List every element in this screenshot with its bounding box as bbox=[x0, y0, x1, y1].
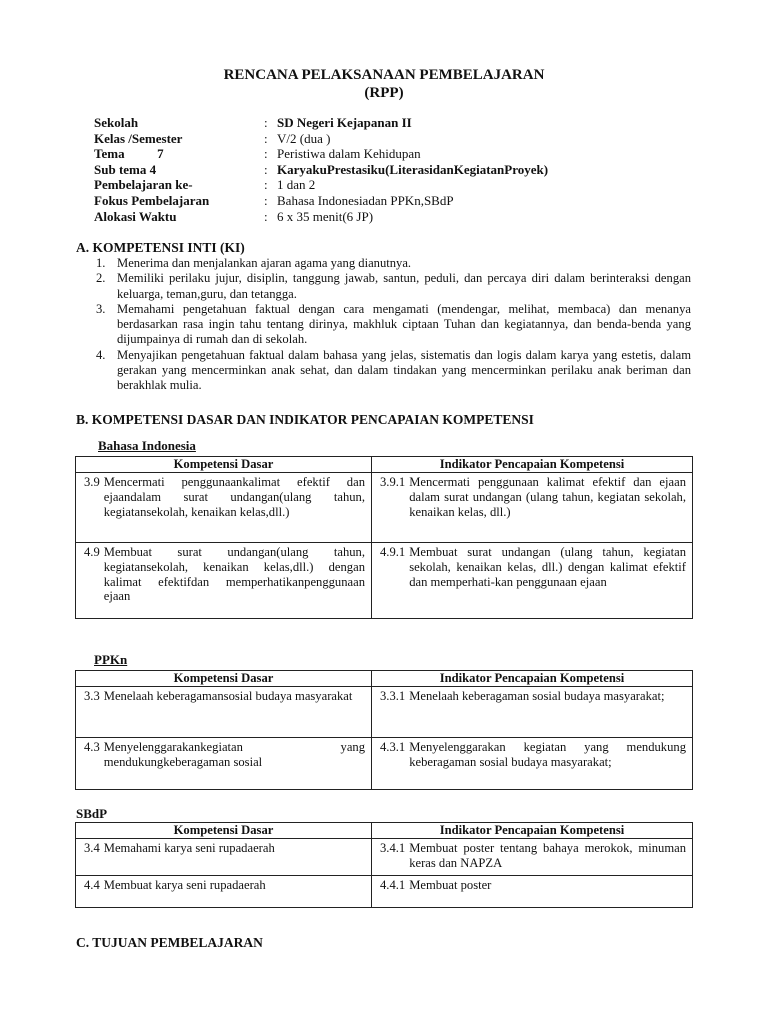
meta-value: V/2 (dua ) bbox=[277, 130, 331, 146]
meta-colon: : bbox=[264, 115, 268, 130]
meta-value: SD Negeri Kejapanan II bbox=[277, 115, 412, 130]
meta-label: Kelas /Semester bbox=[94, 130, 183, 146]
section-heading-tujuan: C. TUJUAN PEMBELAJARAN bbox=[76, 935, 263, 950]
column-header-ipk: Indikator Pencapaian Kompetensi bbox=[372, 823, 693, 839]
meta-colon: : bbox=[264, 146, 268, 162]
kd-text: Menyelenggarakankegiatan yang mendukungkeberagaman sosial bbox=[103, 740, 365, 769]
subject-heading-sbdp: SBdP bbox=[76, 806, 108, 821]
ipk-number: 4.9.1 bbox=[380, 545, 406, 559]
table-cell-ipk bbox=[372, 687, 693, 738]
list-item-text: Menerima dan menjalankan ajaran agama yang dianutnya. bbox=[117, 256, 412, 270]
meta-label: Pembelajaran ke- bbox=[94, 177, 193, 193]
table-cell-kd bbox=[76, 543, 372, 619]
meta-label: Fokus Pembelajaran bbox=[94, 192, 210, 208]
subject-heading-bahasa-indonesia: Bahasa Indonesia bbox=[98, 438, 196, 453]
table-cell-kd bbox=[76, 473, 372, 543]
kd-text: Membuat surat undangan(ulang tahun, kegiatansekolah, kenaikan kelas,dll.) dengan kalimat efektifdan memperhatikanpenggunaan ejaan bbox=[103, 545, 365, 604]
ipk-text: Membuat poster tentang bahaya merokok, minuman keras dan NAPZA bbox=[409, 841, 686, 870]
list-item-text: Menyajikan pengetahuan faktual dalam bahasa yang jelas, sistematis dan logis dalam karya yang estetis, dalam gerakan yang mencerminkan anak sehat, dan dalam tindakan yang mencerminkan perilaku anak beriman dan berakhlak mulia. bbox=[117, 347, 691, 393]
meta-value: KaryakuPrestasiku(LiterasidanKegiatanProyek) bbox=[277, 161, 549, 177]
kd-number: 4.4 bbox=[84, 878, 100, 892]
ipk-number: 3.4.1 bbox=[380, 841, 406, 855]
table-row bbox=[76, 876, 693, 908]
ipk-number: 3.3.1 bbox=[380, 689, 406, 703]
document-subtitle: (RPP) bbox=[364, 85, 404, 101]
meta-value: 1 dan 2 bbox=[277, 177, 316, 193]
meta-colon: : bbox=[264, 192, 268, 208]
list-item bbox=[96, 348, 691, 394]
ki-list bbox=[96, 256, 691, 394]
list-item-number: 1. bbox=[96, 256, 106, 270]
list-item-text: Memahami pengetahuan faktual dengan cara mengamati (mendengar, melihat, membaca) dan menanya berdasarkan rasa ingin tahu tentang dirinya, makhluk ciptaan Tuhan dan kegiatannya, dan benda-benda yang dijumpainya di rumah dan di sekolah. bbox=[117, 301, 691, 347]
table-row bbox=[76, 543, 693, 619]
ipk-text: Mencermati penggunaan kalimat efektif dan ejaan dalam surat undangan (ulang tahun, kegiatan sekolah, kenaikan kelas, dll.) bbox=[409, 475, 686, 519]
meta-colon: : bbox=[264, 161, 268, 177]
table-row bbox=[76, 738, 693, 790]
table-row bbox=[76, 687, 693, 738]
section-heading-ki: A. KOMPETENSI INTI (KI) bbox=[76, 240, 245, 255]
meta-colon: : bbox=[264, 130, 268, 146]
ipk-number: 4.3.1 bbox=[380, 740, 406, 754]
meta-value: Bahasa Indonesiadan PPKn,SBdP bbox=[277, 192, 454, 208]
kd-table-ppkn bbox=[75, 670, 693, 790]
table-row bbox=[76, 473, 693, 543]
kd-number: 4.3 bbox=[84, 740, 100, 754]
document-title: RENCANA PELAKSANAAN PEMBELAJARAN bbox=[223, 67, 545, 83]
ipk-text: Menyelenggarakan kegiatan yang mendukung keberagaman sosial budaya masyarakat; bbox=[409, 740, 686, 769]
ipk-number: 3.9.1 bbox=[380, 475, 406, 489]
ipk-text: Membuat surat undangan (ulang tahun, kegiatan sekolah, kenaikan kelas, dll.) dengan kalimat efektif dan memperhati-kan penggunaan ejaan bbox=[409, 545, 686, 589]
ipk-text: Membuat poster bbox=[409, 878, 492, 892]
meta-label: Alokasi Waktu bbox=[94, 208, 177, 224]
table-cell-ipk bbox=[372, 876, 693, 908]
table-cell-ipk bbox=[372, 543, 693, 619]
subject-heading-ppkn: PPKn bbox=[94, 652, 128, 667]
table-cell-kd bbox=[76, 839, 372, 876]
column-header-ipk: Indikator Pencapaian Kompetensi bbox=[372, 671, 693, 687]
kd-text: Membuat karya seni rupadaerah bbox=[103, 878, 266, 892]
table-cell-ipk bbox=[372, 473, 693, 543]
column-header-kd: Kompetensi Dasar bbox=[76, 823, 372, 839]
column-header-kd: Kompetensi Dasar bbox=[76, 671, 372, 687]
kd-text: Menelaah keberagamansosial budaya masyarakat bbox=[103, 689, 353, 703]
table-header-row bbox=[76, 823, 693, 839]
table-cell-kd bbox=[76, 687, 372, 738]
column-header-kd: Kompetensi Dasar bbox=[76, 457, 372, 473]
kd-text: Memahami karya seni rupadaerah bbox=[103, 841, 275, 855]
table-cell-ipk bbox=[372, 839, 693, 876]
list-item-number: 3. bbox=[96, 301, 106, 316]
table-row bbox=[76, 839, 693, 876]
kd-number: 3.9 bbox=[84, 475, 100, 489]
table-header-row bbox=[76, 671, 693, 687]
kd-table-bahasa-indonesia bbox=[75, 456, 693, 619]
meta-label: Sub tema 4 bbox=[94, 161, 157, 177]
ipk-number: 4.4.1 bbox=[380, 878, 406, 892]
table-cell-kd bbox=[76, 876, 372, 908]
meta-colon: : bbox=[264, 208, 268, 224]
meta-colon: : bbox=[264, 177, 268, 193]
kd-number: 3.3 bbox=[84, 689, 100, 703]
ipk-text: Menelaah keberagaman sosial budaya masyarakat; bbox=[409, 689, 665, 703]
meta-label: Tema 7 bbox=[94, 146, 164, 162]
column-header-ipk: Indikator Pencapaian Kompetensi bbox=[372, 457, 693, 473]
list-item bbox=[96, 302, 691, 348]
table-cell-ipk bbox=[372, 738, 693, 790]
list-item-text: Memiliki perilaku jujur, disiplin, tanggung jawab, santun, peduli, dan percaya diri dalam berinteraksi dengan keluarga, teman,guru, dan tetangga. bbox=[117, 271, 691, 301]
table-header-row bbox=[76, 457, 693, 473]
meta-value: 6 x 35 menit(6 JP) bbox=[277, 208, 374, 224]
kd-table-sbdp bbox=[75, 822, 693, 908]
list-item-number: 4. bbox=[96, 347, 106, 362]
kd-text: Mencermati penggunaankalimat efektif dan ejaandalam surat undangan(ulang tahun, kegiatansekolah, kenaikan kelas,dll.) bbox=[103, 475, 365, 519]
list-item-number: 2. bbox=[96, 271, 106, 286]
kd-number: 3.4 bbox=[84, 841, 100, 855]
kd-number: 4.9 bbox=[84, 545, 100, 559]
meta-label: Sekolah bbox=[94, 115, 139, 130]
meta-value: Peristiwa dalam Kehidupan bbox=[277, 146, 421, 162]
section-heading-kd: B. KOMPETENSI DASAR DAN INDIKATOR PENCAPAIAN KOMPETENSI bbox=[76, 412, 534, 427]
list-item bbox=[96, 271, 691, 302]
table-cell-kd bbox=[76, 738, 372, 790]
list-item bbox=[96, 256, 691, 271]
